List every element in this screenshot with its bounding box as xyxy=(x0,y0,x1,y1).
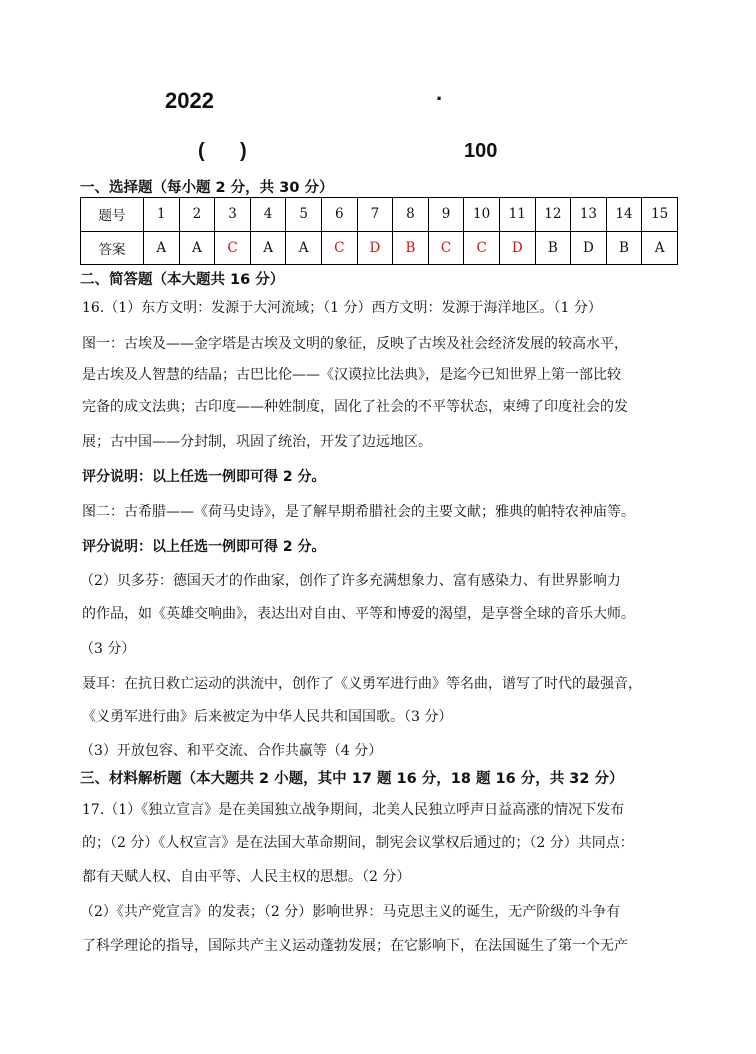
s2-line-1: 16.（1）东方文明：发源于大河流域；（1 分）西方文明：发源于海洋地区。（1 分） xyxy=(82,300,602,316)
exam-year: 2022 xyxy=(165,88,214,113)
question-number-cell: 12 xyxy=(535,198,571,232)
question-number-cell: 8 xyxy=(393,198,429,232)
row-label-numbers: 题号 xyxy=(81,198,144,232)
question-number-cell: 11 xyxy=(499,198,535,232)
row-label-answers: 答案 xyxy=(81,231,144,265)
question-number-cell: 13 xyxy=(571,198,607,232)
answer-cell: B xyxy=(606,231,642,265)
s3-line-2: 的；（2 分）《人权宣言》是在法国大革命期间，制宪会议掌权后通过的；（2 分）共同点： xyxy=(82,835,634,851)
table-row-numbers xyxy=(81,198,678,232)
s2-line-9: （2）贝多芬：德国天才的作曲家，创作了许多充满想象力、富有感染力、有世界影响力 xyxy=(80,573,621,589)
s3-line-1: 17.（1）《独立宣言》是在美国独立战争期间，北美人民独立呼声日益高涨的情况下发布 xyxy=(82,802,625,818)
paren-left: ( xyxy=(198,140,205,162)
s2-line-2: 图一：古埃及——金字塔是古埃及文明的象征，反映了古埃及社会经济发展的较高水平， xyxy=(82,336,628,352)
question-number-cell: 10 xyxy=(464,198,500,232)
section1-heading: 一、选择题（每小题 2 分，共 30 分） xyxy=(80,180,334,196)
question-number-cell: 14 xyxy=(606,198,642,232)
question-number-cell: 7 xyxy=(357,198,393,232)
question-number-cell: 4 xyxy=(250,198,286,232)
answer-cell: B xyxy=(535,231,571,265)
question-number-cell: 6 xyxy=(321,198,357,232)
s2-line-7: 图二：古希腊——《荷马史诗》，是了解早期希腊社会的主要文献；雅典的帕特农神庙等。 xyxy=(82,504,635,520)
answer-cell: D xyxy=(499,231,535,265)
answer-cell: A xyxy=(179,231,215,265)
s2-line-10: 的作品，如《英雄交响曲》，表达出对自由、平等和博爱的渴望，是享誉全球的音乐大师。 xyxy=(82,606,635,622)
answer-cell: B xyxy=(393,231,429,265)
table-row-answers xyxy=(81,231,678,265)
answer-table xyxy=(80,197,678,265)
answer-cell: C xyxy=(464,231,500,265)
section3-heading: 三、材料解析题（本大题共 2 小题，其中 17 题 16 分，18 题 16 分，共 32 分） xyxy=(80,771,624,787)
paren-right: ) xyxy=(240,140,247,162)
question-number-cell: 9 xyxy=(428,198,464,232)
question-number-cell: 3 xyxy=(215,198,251,232)
question-number-cell: 15 xyxy=(642,198,678,232)
answer-cell: C xyxy=(321,231,357,265)
answer-cell: A xyxy=(250,231,286,265)
question-number-cell: 5 xyxy=(286,198,322,232)
question-number-cell: 1 xyxy=(144,198,180,232)
s2-line-5: 展；古中国——分封制，巩固了统治，开发了边远地区。 xyxy=(82,434,432,450)
s2-scoring-note-2: 评分说明：以上任选一例即可得 2 分。 xyxy=(82,539,326,555)
answer-cell: C xyxy=(428,231,464,265)
title-dot: · xyxy=(436,86,444,111)
section2-heading: 二、简答题（本大题共 16 分） xyxy=(80,272,285,288)
s2-line-3: 是古埃及人智慧的结晶；古巴比伦——《汉谟拉比法典》，是迄今已知世界上第一部比较 xyxy=(82,367,621,383)
question-number-cell: 2 xyxy=(179,198,215,232)
s3-line-5: 了科学理论的指导，国际共产主义运动蓬勃发展；在它影响下，在法国诞生了第一个无产 xyxy=(82,938,628,954)
s3-line-4: （2）《共产党宣言》的发表；（2 分）影响世界：马克思主义的诞生，无产阶级的斗争有 xyxy=(80,904,621,920)
answer-cell: A xyxy=(144,231,180,265)
s3-line-3: 都有天赋人权、自由平等、人民主权的思想。（2 分） xyxy=(82,869,411,885)
answer-cell: C xyxy=(215,231,251,265)
total-score: 100 xyxy=(464,140,498,162)
answer-cell: A xyxy=(642,231,678,265)
s2-line-4: 完备的成文法典；古印度——种姓制度，固化了社会的不平等状态，束缚了印度社会的发 xyxy=(82,399,628,415)
answer-cell: D xyxy=(357,231,393,265)
s2-line-12: 聂耳：在抗日救亡运动的洪流中，创作了《义勇军进行曲》等名曲，谱写了时代的最强音， xyxy=(82,676,642,692)
answer-cell: D xyxy=(571,231,607,265)
answer-cell: A xyxy=(286,231,322,265)
s2-line-13: 《义勇军进行曲》后来被定为中华人民共和国国歌。（3 分） xyxy=(82,709,453,725)
s2-line-11: （3 分） xyxy=(80,641,136,657)
s2-line-14: （3）开放包容、和平交流、合作共赢等（4 分） xyxy=(80,743,383,759)
s2-scoring-note-1: 评分说明：以上任选一例即可得 2 分。 xyxy=(82,469,326,485)
